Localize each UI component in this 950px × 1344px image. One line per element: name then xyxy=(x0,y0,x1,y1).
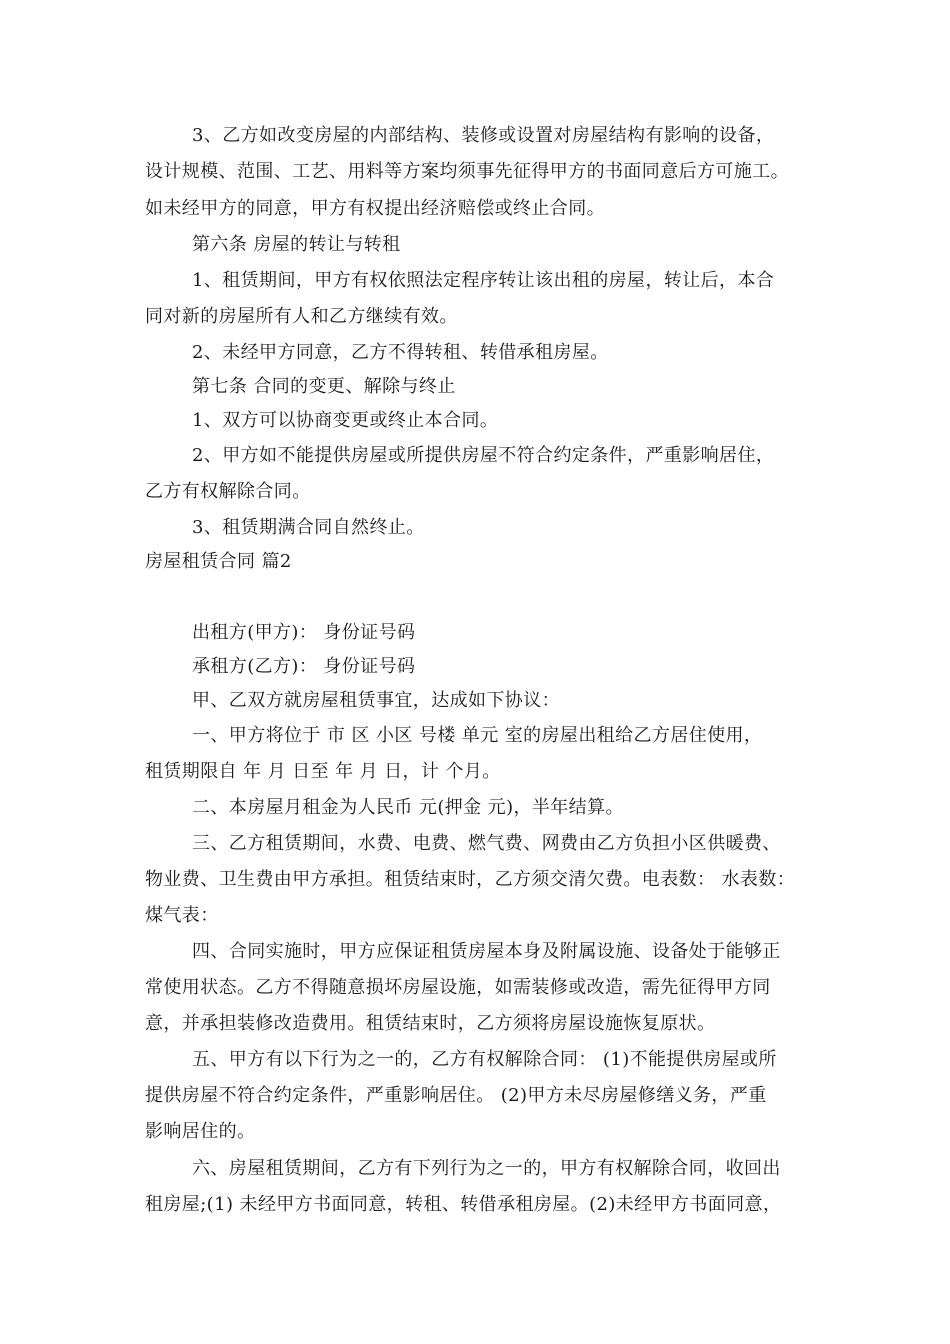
paragraph-line: 乙方有权解除合同。 xyxy=(145,481,311,502)
paragraph-line: 2、甲方如不能提供房屋或所提供房屋不符合约定条件，严重影响居住， xyxy=(192,445,775,466)
paragraph-line: 1、双方可以协商变更或终止本合同。 xyxy=(192,410,499,431)
document-title: 房屋租赁合同 篇2 xyxy=(145,551,292,572)
paragraph-line: 3、乙方如改变房屋的内部结构、装修或设置对房屋结构有影响的设备， xyxy=(192,125,775,146)
paragraph-line: 物业费、卫生费由甲方承担。租赁结束时，乙方须交清欠费。电表数： 水表数： xyxy=(145,869,796,890)
paragraph-line: 租房屋;(1) 未经甲方书面同意，转租、转借承租房屋。(2)未经甲方书面同意， xyxy=(145,1194,782,1215)
paragraph-line: 五、甲方有以下行为之一的，乙方有权解除合同： (1)不能提供房屋或所 xyxy=(192,1049,777,1070)
paragraph-line: 常使用状态。乙方不得随意损坏房屋设施，如需装修或改造，需先征得甲方同 xyxy=(145,977,771,998)
paragraph-line: 同对新的房屋所有人和乙方继续有效。 xyxy=(145,306,458,327)
section-heading: 第七条 合同的变更、解除与终止 xyxy=(192,376,456,397)
paragraph-line: 1、租赁期间，甲方有权依照法定程序转让该出租的房屋，转让后，本合 xyxy=(192,270,775,291)
paragraph-line: 意，并承担装修改造费用。租赁结束时，乙方须将房屋设施恢复原状。 xyxy=(145,1013,716,1034)
paragraph-line: 2、未经甲方同意，乙方不得转租、转借承租房屋。 xyxy=(192,342,609,363)
party-line: 出租方(甲方)： 身份证号码 xyxy=(192,622,416,643)
paragraph-line: 设计规模、范围、工艺、用料等方案均须事先征得甲方的书面同意后方可施工。 xyxy=(145,161,789,182)
paragraph-line: 如未经甲方的同意，甲方有权提出经济赔偿或终止合同。 xyxy=(145,198,605,219)
paragraph-line: 三、乙方租赁期间，水费、电费、燃气费、网费由乙方负担小区供暖费、 xyxy=(192,833,781,854)
paragraph-line: 四、合同实施时，甲方应保证租赁房屋本身及附属设施、设备处于能够正 xyxy=(192,941,781,962)
paragraph-line: 影响居住的。 xyxy=(145,1121,256,1142)
paragraph-line: 二、本房屋月租金为人民币 元(押金 元)，半年结算。 xyxy=(192,797,624,818)
paragraph-line: 一、甲方将位于 市 区 小区 号楼 单元 室的房屋出租给乙方居住使用， xyxy=(192,725,763,746)
paragraph-line: 3、租赁期满合同自然终止。 xyxy=(192,517,425,538)
paragraph-line: 甲、乙双方就房屋租赁事宜，达成如下协议： xyxy=(192,690,560,711)
paragraph-line: 租赁期限自 年 月 日至 年 月 日，计 个月。 xyxy=(145,761,501,782)
section-heading: 第六条 房屋的转让与转租 xyxy=(192,234,401,255)
paragraph-line: 提供房屋不符合约定条件，严重影响居住。 (2)甲方未尽房屋修缮义务，严重 xyxy=(145,1085,767,1106)
party-line: 承租方(乙方)： 身份证号码 xyxy=(192,656,416,677)
paragraph-line: 煤气表： xyxy=(145,905,219,926)
paragraph-line: 六、房屋租赁期间，乙方有下列行为之一的，甲方有权解除合同，收回出 xyxy=(192,1158,781,1179)
